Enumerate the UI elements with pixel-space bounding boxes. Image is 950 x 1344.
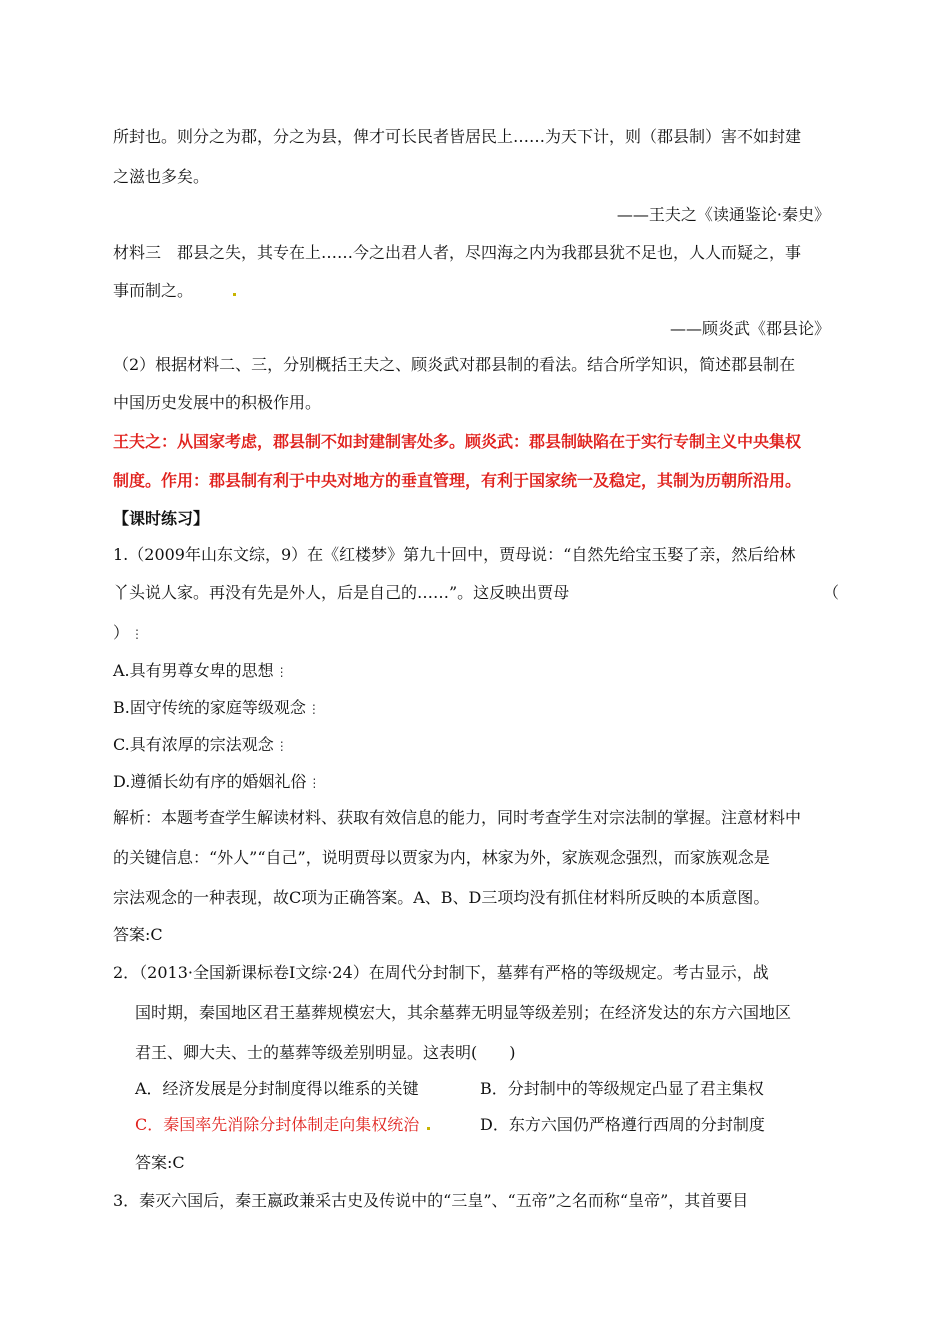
- q1-option-d-label: D.遵循长幼有序的婚姻礼俗: [113, 772, 307, 791]
- answer2-line2: 制度。作用：郡县制有利于中央对地方的垂直管理，有利于国家统一及稳定，其制为历朝所沿用。: [113, 471, 802, 490]
- q1-line1: 1.（2009年山东文综，9）在《红楼梦》第九十回中，贾母说：“自然先给宝玉娶了亲，然后给林: [113, 545, 796, 564]
- q2-option-c-label: C．秦国率先消除分封体制走向集权统治: [135, 1115, 420, 1134]
- q1-option-a-label: A.具有男尊女卑的思想: [113, 661, 274, 680]
- q3-line1: 3．秦灭六国后，秦王嬴政兼采古史及传说中的“三皇”、“五帝”之名而称“皇帝”，其首要目: [113, 1191, 749, 1210]
- q1-option-b-label: B.固守传统的家庭等级观念: [113, 698, 306, 717]
- q1-paren-open: （: [823, 583, 840, 602]
- q1-paren-close-text: ）: [113, 623, 130, 642]
- question2-line2: 中国历史发展中的积极作用。: [113, 393, 322, 412]
- material3-line2: [113, 281, 236, 301]
- q1-option-c[interactable]: [113, 735, 288, 756]
- q2-option-b[interactable]: B．分封制中的等级规定凸显了君主集权: [480, 1079, 764, 1098]
- option-marker-icon: ⋮: [307, 702, 320, 716]
- q2-option-a[interactable]: A．经济发展是分封制度得以维系的关键: [135, 1079, 419, 1098]
- answer2-line1: 王夫之：从国家考虑，郡县制不如封建制害处多。顾炎武：郡县制缺陷在于实行专制主义中央集权: [113, 432, 802, 451]
- q1-paren-close: [113, 623, 143, 644]
- option-marker-icon: ⋮: [275, 665, 288, 679]
- q1-line2: 丫头说人家。再没有先是外人，后是自己的……”。这反映出贾母: [113, 583, 570, 602]
- q1-option-d[interactable]: [113, 772, 320, 793]
- question2-line1: （2）根据材料二、三，分别概括王夫之、顾炎武对郡县制的看法。结合所学知识，简述郡县制在: [113, 355, 796, 374]
- material2-line1: 所封也。则分之为郡，分之为县，俾才可长民者皆居民上……为天下计，则（郡县制）害不如封建: [113, 127, 802, 146]
- yellow-dot-mark: [233, 293, 236, 296]
- material3-source: ——顾炎武《郡县论》: [669, 319, 830, 338]
- q1-answer: 答案:C: [113, 925, 163, 944]
- material2-source: ——王夫之《读通鉴论·秦史》: [616, 205, 830, 224]
- q1-analysis-line1: 解析：本题考查学生解读材料、获取有效信息的能力，同时考查学生对宗法制的掌握。注意材料中: [113, 808, 802, 827]
- q2-option-d[interactable]: D．东方六国仍严格遵行西周的分封制度: [480, 1115, 765, 1134]
- q2-answer: 答案:C: [135, 1153, 185, 1172]
- option-marker-icon: ⋮: [308, 776, 321, 790]
- q1-analysis-line3: 宗法观念的一种表现，故C项为正确答案。A、B、D三项均没有抓住材料所反映的本质意图。: [113, 888, 770, 907]
- option-marker-icon: ⋮: [275, 739, 288, 753]
- q1-analysis-line2: 的关键信息：“外人”“自己”，说明贾母以贾家为内，林家为外，家族观念强烈，而家族观念是: [113, 848, 770, 867]
- q1-option-a[interactable]: [113, 661, 288, 682]
- q2-line1: 2．（2013·全国新课标卷Ⅰ文综·24）在周代分封制下，墓葬有严格的等级规定。考古显示，战: [113, 963, 769, 982]
- option-marker-icon: ⋮: [131, 627, 144, 641]
- q2-line3: 君王、卿大夫、士的墓葬等级差别明显。这表明( ): [135, 1043, 516, 1062]
- q1-option-b[interactable]: [113, 698, 320, 719]
- material3-line2-text: 事而制之。: [113, 281, 194, 300]
- yellow-dot-mark: [427, 1127, 430, 1130]
- material2-line2: 之滋也多矣。: [113, 167, 210, 186]
- section-title: 【课时练习】: [113, 509, 210, 528]
- q2-option-c[interactable]: [135, 1115, 430, 1135]
- q2-line2: 国时期，秦国地区君王墓葬规模宏大，其余墓葬无明显等级差别；在经济发达的东方六国地区: [135, 1003, 792, 1022]
- material3-line1: 材料三 郡县之失，其专在上……今之出君人者，尽四海之内为我郡县犹不足也，人人而疑之，事: [113, 243, 802, 262]
- q1-option-c-label: C.具有浓厚的宗法观念: [113, 735, 274, 754]
